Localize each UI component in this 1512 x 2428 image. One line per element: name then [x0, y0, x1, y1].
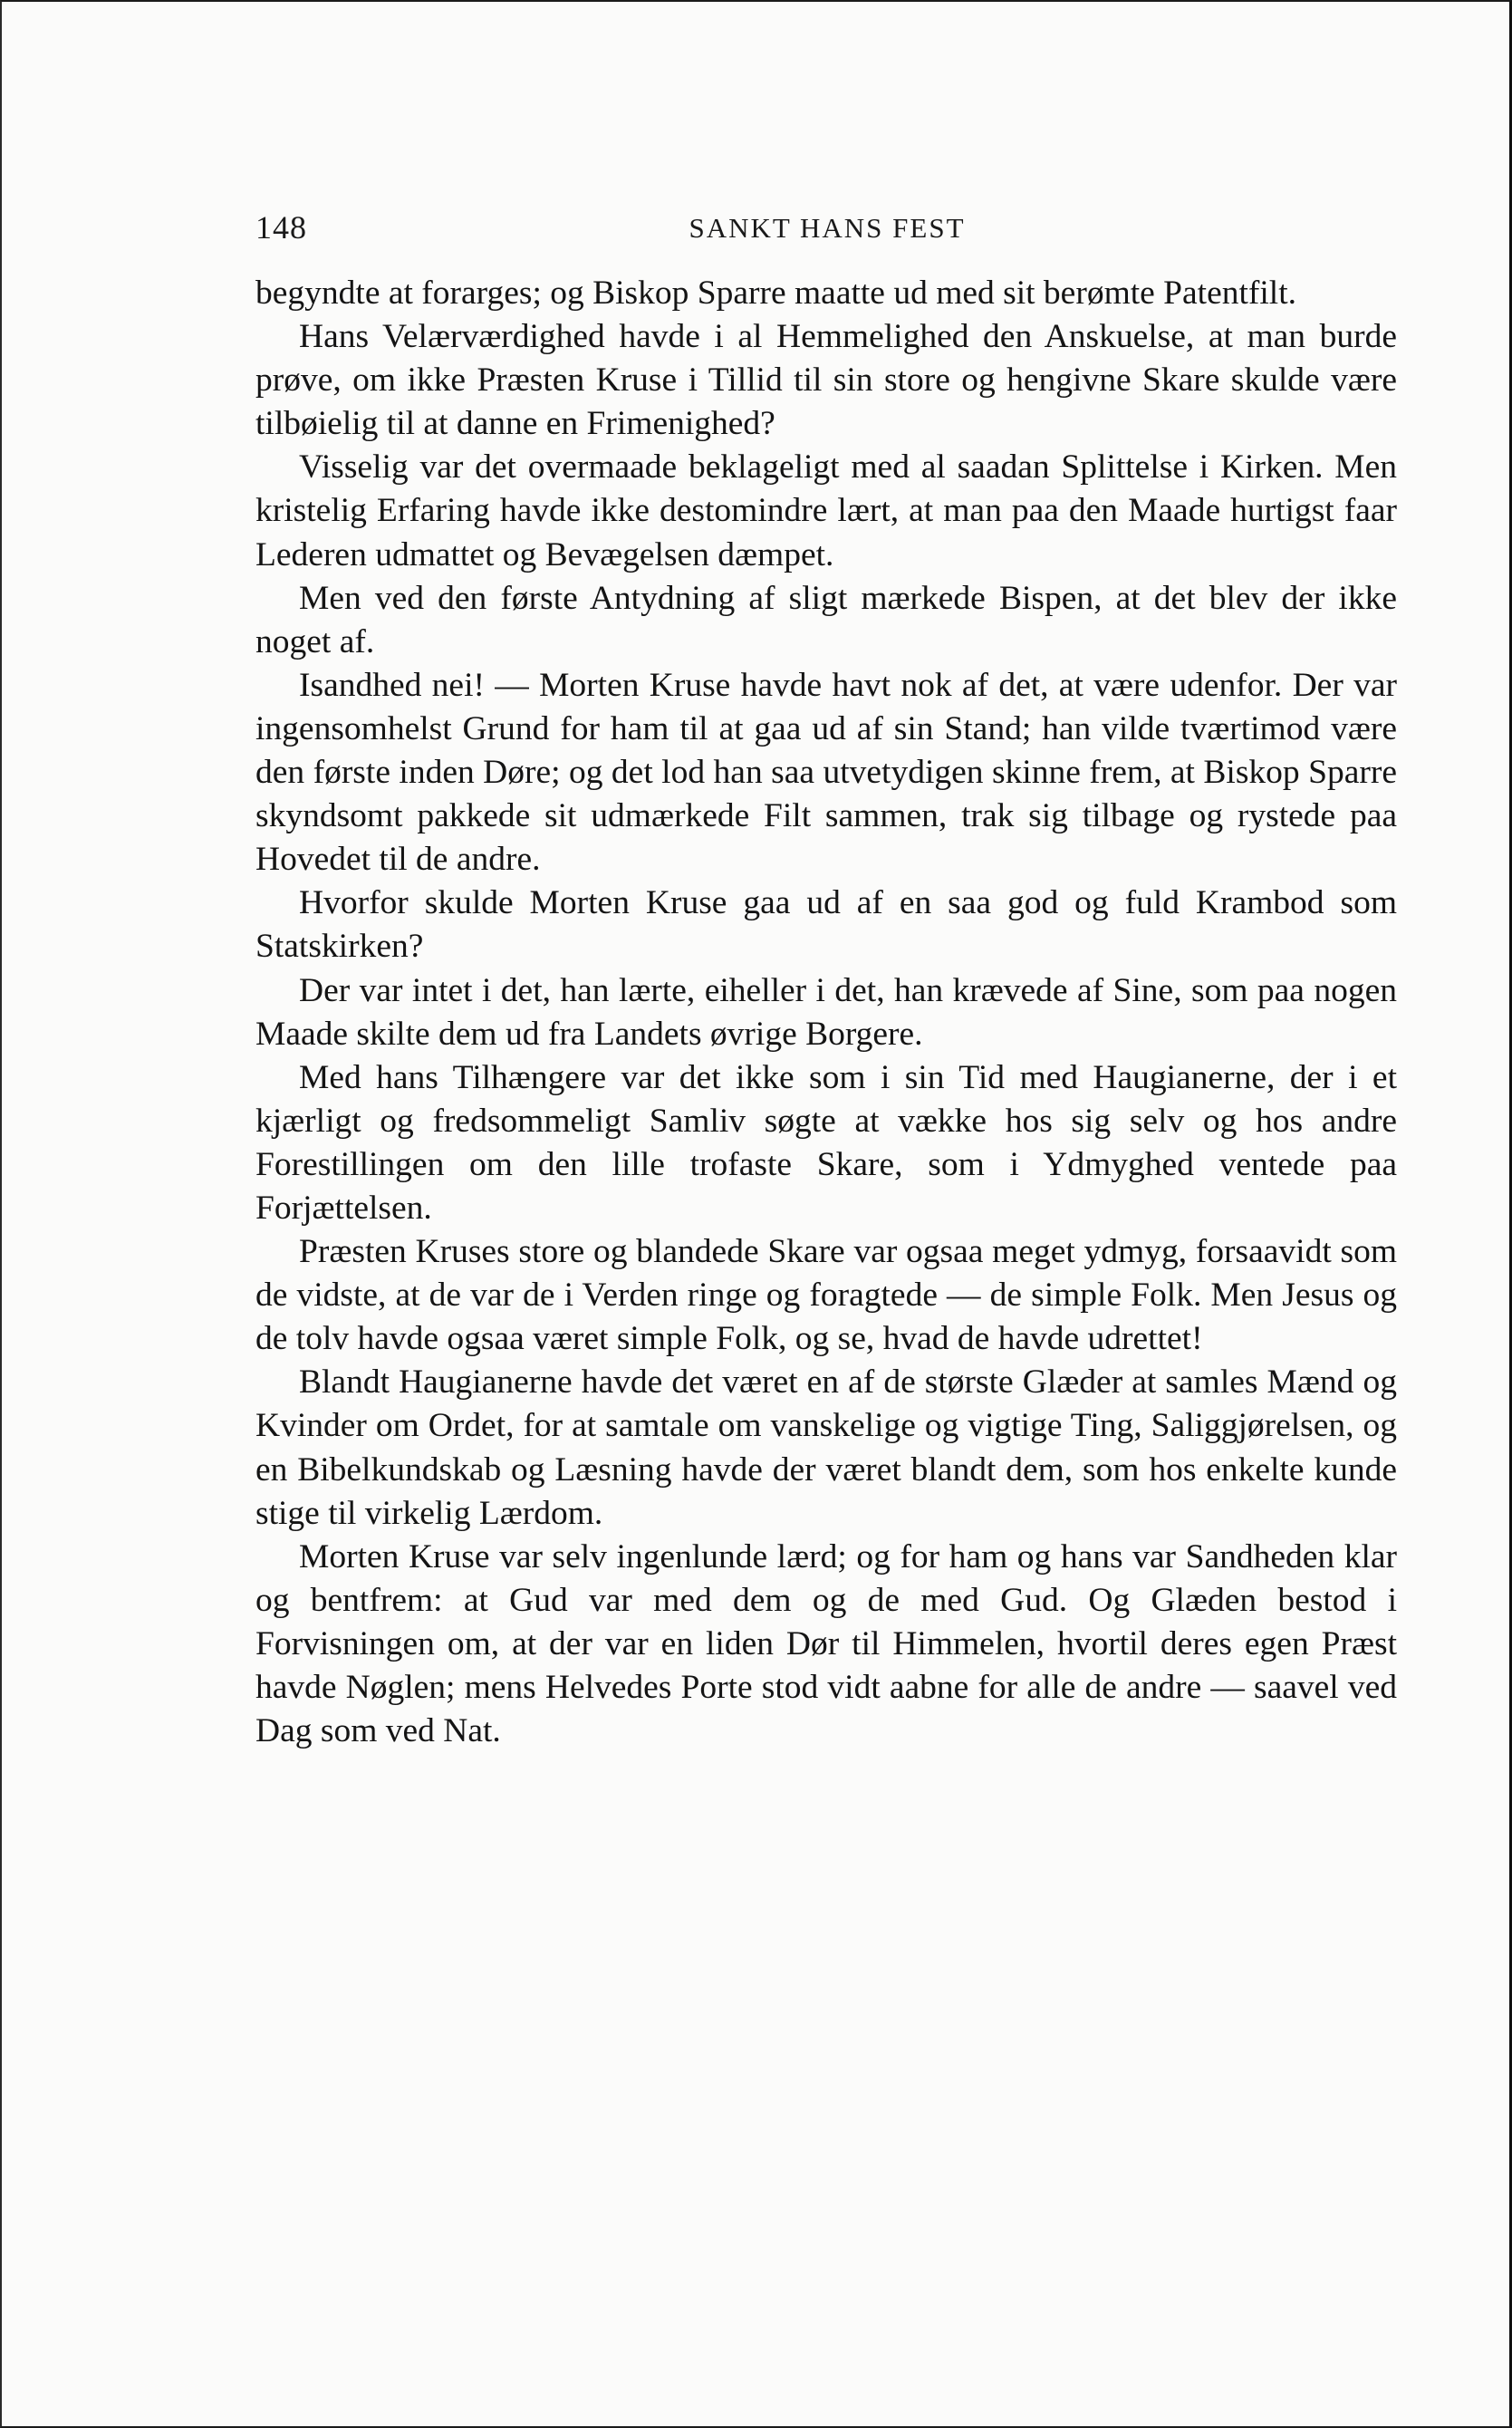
- paragraph: Isandhed nei! — Morten Kruse havde havt nok af det, at være udenfor. Der var ingensomhelst Grund for ham til at gaa ud af sin Stand; han vilde tværtimod være den første inden Døre; og det lod han saa utvetydigen skinne frem, at Biskop Sparre skyndsomt pakkede sit udmærkede Filt sammen, trak sig tilbage og rystede paa Hovedet til de andre.: [255, 666, 1397, 879]
- paragraph: begyndte at forarges; og Biskop Sparre maatte ud med sit berømte Patentfilt.: [255, 275, 1297, 312]
- paragraph: Præsten Kruses store og blandede Skare var ogsaa meget ydmyg, forsaavidt som de vidste, at de var de i Verden ringe og foragtede — de simple Folk. Men Jesus og de tolv havde ogsaa været simple Folk, og se, hvad de havde udrettet!: [255, 1233, 1397, 1358]
- paragraph: Morten Kruse var selv ingenlunde lærd; og for ham og hans var Sandheden klar og bentfrem: at Gud var med dem og de med Gud. Og Glæden bestod i Forvisningen om, at der var en liden Dør til Himmelen, hvortil deres egen Præst havde Nøglen; mens Helvedes Porte stod vidt aabne for alle de andre — saavel ved Dag som ved Nat.: [255, 1537, 1397, 1750]
- body-text: [255, 272, 1397, 1753]
- paragraph: Men ved den første Antydning af sligt mærkede Bispen, at det blev der ikke noget af.: [255, 579, 1397, 660]
- paragraph: Blandt Haugianerne havde det været en af de største Glæder at samles Mænd og Kvinder om Ordet, for at samtale om vanskelige og vigtige Ting, Saliggjørelsen, og en Bibelkundskab og Læsning havde der været blandt dem, som hos enkelte kunde stige til virkelig Lærdom.: [255, 1363, 1397, 1532]
- paragraph: Hans Velærværdighed havde i al Hemmelighed den Anskuelse, at man burde prøve, om ikke Præsten Kruse i Tillid til sin store og hengivne Skare skulde være tilbøielig til at danne en Frimenighed?: [255, 318, 1397, 443]
- page-number: 148: [255, 209, 307, 246]
- running-head: SANKT HANS FEST: [689, 212, 966, 244]
- paragraph: Hvorfor skulde Morten Kruse gaa ud af en saa god og fuld Krambod som Statskirken?: [255, 884, 1397, 966]
- paragraph: Visselig var det overmaade beklageligt med al saadan Splittelse i Kirken. Men kristelig Erfaring havde ikke destomindre lært, at man paa den Maade hurtigst faar Lederen udmattet og Bevægelsen dæmpet.: [255, 448, 1397, 573]
- paragraph: Der var intet i det, han lærte, eiheller i det, han krævede af Sine, som paa nogen Maade skilte dem ud fra Landets øvrige Borgere.: [255, 971, 1397, 1053]
- paragraph: Med hans Tilhængere var det ikke som i sin Tid med Haugianerne, der i et kjærligt og fredsommeligt Samliv søgte at vække hos sig selv og hos andre Forestillingen om den lille trofaste Skare, som i Ydmyghed ventede paa Forjættelsen.: [255, 1058, 1397, 1227]
- page-header: [255, 203, 1399, 257]
